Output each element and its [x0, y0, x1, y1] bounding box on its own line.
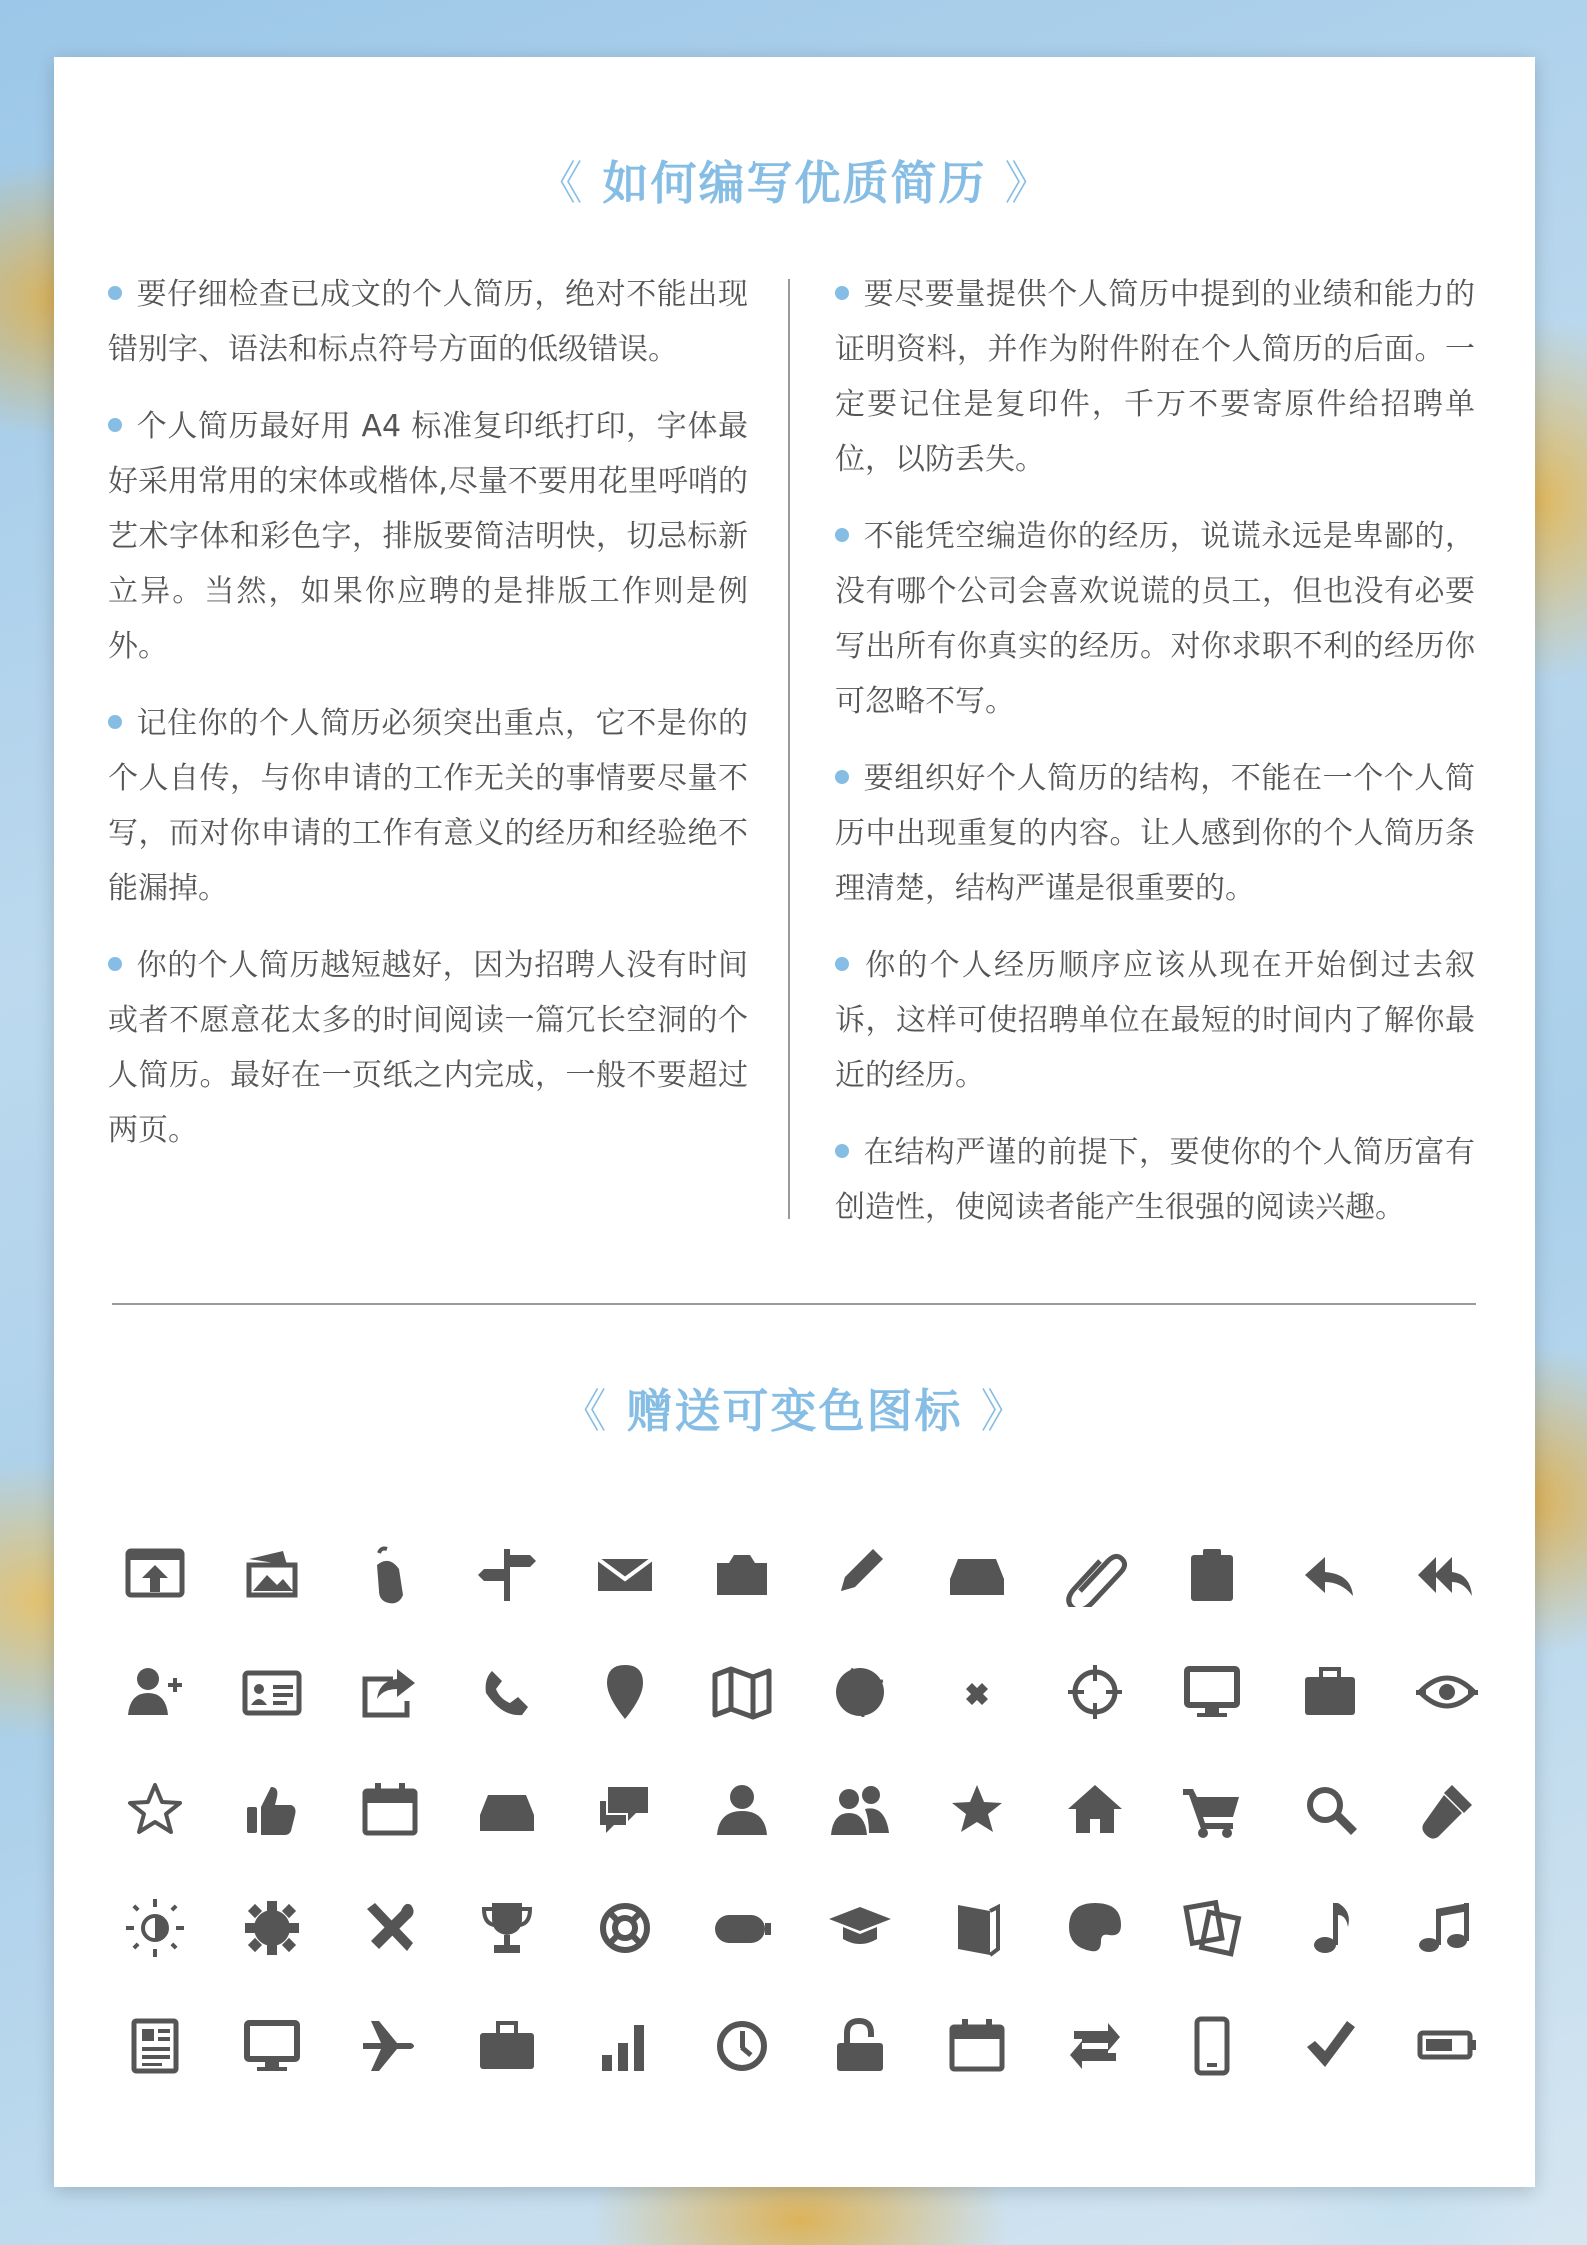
- briefcase-icon: [1271, 1633, 1389, 1751]
- bullet-dot: [835, 770, 849, 784]
- left-column: [108, 267, 748, 1180]
- tip-paragraph: [108, 267, 748, 377]
- tip-paragraph: [835, 938, 1475, 1103]
- user-icon: [684, 1751, 802, 1869]
- star-icon: [919, 1751, 1037, 1869]
- title-bracket-right: 》: [1004, 156, 1053, 210]
- signpost-icon: [449, 1515, 567, 1633]
- pencil-icon: [801, 1515, 919, 1633]
- search-icon: [1271, 1751, 1389, 1869]
- desktop-icon: [214, 1987, 332, 2105]
- bullet-dot: [835, 957, 849, 971]
- crosshair-icon: [1036, 1633, 1154, 1751]
- gear-icon: [214, 1869, 332, 1987]
- tip-paragraph: [835, 1125, 1475, 1235]
- thumbs-up-icon: [214, 1751, 332, 1869]
- title-text: 如何编写优质简历: [602, 156, 987, 210]
- mobile-icon: [1154, 1987, 1272, 2105]
- battery-charging-icon: [684, 1869, 802, 1987]
- tip-paragraph: [835, 267, 1475, 487]
- tip-text: 不能凭空编造你的经历，说谎永远是卑鄙的，没有哪个公司会喜欢说谎的员工，但也没有必要写出所有你真实的经历。对你求职不利的经历你可忽略不写。: [835, 519, 1475, 719]
- tips-columns: [108, 267, 1481, 1287]
- camera-icon: [684, 1515, 802, 1633]
- lock-icon: [801, 1987, 919, 2105]
- section-title-icons: [54, 1375, 1535, 1441]
- add-user-icon: [96, 1633, 214, 1751]
- tip-paragraph: [835, 751, 1475, 916]
- bullet-dot: [108, 286, 122, 300]
- inbox-icon: [919, 1515, 1037, 1633]
- tip-paragraph: [108, 696, 748, 916]
- tip-text: 在结构严谨的前提下，要使你的个人简历富有创造性，使阅读者能产生很强的阅读兴趣。: [835, 1135, 1475, 1225]
- reply-icon: [1271, 1515, 1389, 1633]
- document-page: [54, 57, 1535, 2187]
- title-bracket-right: 》: [980, 1384, 1029, 1438]
- music-note-icon: [1271, 1869, 1389, 1987]
- section-title-resume: [54, 147, 1535, 213]
- section-divider: [112, 1303, 1476, 1305]
- phone-icon: [449, 1633, 567, 1751]
- repeat-icon: [1036, 1987, 1154, 2105]
- tip-paragraph: [835, 509, 1475, 729]
- basketball-icon: [801, 1633, 919, 1751]
- id-card-icon: [214, 1633, 332, 1751]
- tip-text: 要仔细检查已成文的个人简历，绝对不能出现错别字、语法和标点符号方面的低级错误。: [108, 277, 748, 367]
- clipboard-icon: [1154, 1515, 1272, 1633]
- bullet-dot: [108, 715, 122, 729]
- reply-all-icon: [1389, 1515, 1507, 1633]
- map-pin-icon: [566, 1633, 684, 1751]
- cart-icon: [1154, 1751, 1272, 1869]
- tip-text: 要组织好个人简历的结构，不能在一个个人简历中出现重复的内容。让人感到你的个人简历条理清楚，结构严谨是很重要的。: [835, 761, 1475, 906]
- bullet-dot: [835, 286, 849, 300]
- airplane-icon: [331, 1987, 449, 2105]
- newspaper-icon: [96, 1987, 214, 2105]
- book-icon: [919, 1869, 1037, 1987]
- toolbox-icon: [449, 1987, 567, 2105]
- monitor-icon: [1154, 1633, 1272, 1751]
- picture-icon: [214, 1515, 332, 1633]
- mouse-icon: [331, 1515, 449, 1633]
- bullet-dot: [108, 418, 122, 432]
- bar-chart-icon: [566, 1987, 684, 2105]
- checkmark-icon: [1271, 1987, 1389, 2105]
- title-bracket-left: 《: [560, 1384, 609, 1438]
- tip-text: 个人简历最好用 A4 标准复印纸打印，字体最好采用常用的宋体或楷体,尽量不要用花里呼哨的艺术字体和彩色字，排版要简洁明快，切忌标新立异。当然，如果你应聘的是排版工作则是例外。: [108, 409, 748, 664]
- title-text: 赠送可变色图标: [626, 1384, 963, 1438]
- bullet-dot: [835, 1144, 849, 1158]
- tip-text: 记住你的个人简历必须突出重点，它不是你的个人自传，与你申请的工作无关的事情要尽量不写，而对你申请的工作有意义的经历和经验绝不能漏掉。: [108, 706, 748, 906]
- battery-icon: [1389, 1987, 1507, 2105]
- bullet-dot: [108, 957, 122, 971]
- envelope-icon: [566, 1515, 684, 1633]
- upload-window-icon: [96, 1515, 214, 1633]
- tip-paragraph: [108, 938, 748, 1158]
- paperclip-icon: [1036, 1515, 1154, 1633]
- graduation-cap-icon: [801, 1869, 919, 1987]
- trophy-icon: [449, 1869, 567, 1987]
- flashlight-icon: [1389, 1751, 1507, 1869]
- home-icon: [1036, 1751, 1154, 1869]
- star-outline-icon: [96, 1751, 214, 1869]
- calendar-icon: [331, 1751, 449, 1869]
- drive-icon: [449, 1751, 567, 1869]
- palette-icon: [1036, 1869, 1154, 1987]
- title-bracket-left: 《: [536, 156, 585, 210]
- music-notes-icon: [1389, 1869, 1507, 1987]
- lifebuoy-icon: [566, 1869, 684, 1987]
- tools-icon: [331, 1869, 449, 1987]
- map-icon: [684, 1633, 802, 1751]
- brightness-icon: [96, 1869, 214, 1987]
- tip-paragraph: [108, 399, 748, 674]
- cards-icon: [1154, 1869, 1272, 1987]
- tip-text: 你的个人简历越短越好，因为招聘人没有时间或者不愿意花太多的时间阅读一篇冗长空洞的个人简历。最好在一页纸之内完成，一般不要超过两页。: [108, 948, 748, 1148]
- eye-icon: [1389, 1633, 1507, 1751]
- chat-icon: [566, 1751, 684, 1869]
- right-column: [835, 267, 1475, 1257]
- tip-text: 你的个人经历顺序应该从现在开始倒过去叙诉，这样可使招聘单位在最短的时间内了解你最近的经历。: [835, 948, 1475, 1093]
- bullet-dot: [835, 528, 849, 542]
- close-icon: [919, 1633, 1037, 1751]
- icon-grid: [96, 1515, 1506, 2115]
- users-icon: [801, 1751, 919, 1869]
- share-icon: [331, 1633, 449, 1751]
- calendar-2-icon: [919, 1987, 1037, 2105]
- tip-text: 要尽要量提供个人简历中提到的业绩和能力的证明资料，并作为附件附在个人简历的后面。一定要记住是复印件，千万不要寄原件给招聘单位，以防丢失。: [835, 277, 1475, 477]
- clock-icon: [684, 1987, 802, 2105]
